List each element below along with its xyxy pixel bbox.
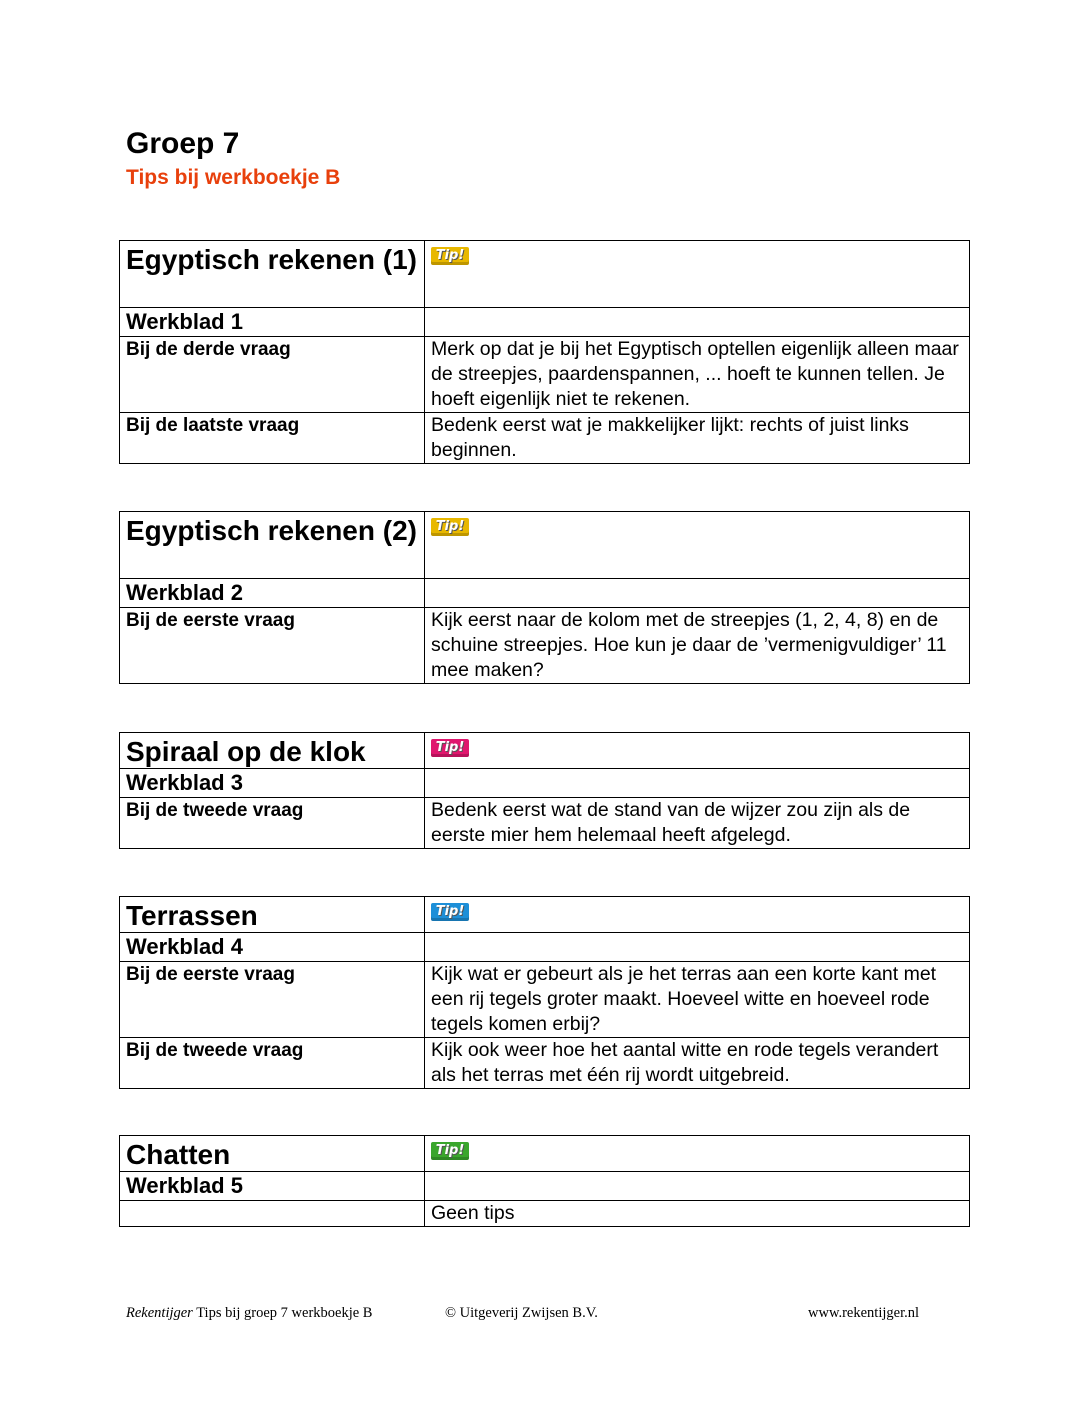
topic-title: Spiraal op de klok	[120, 733, 425, 769]
tip-text: Kijk ook weer hoe het aantal witte en rode tegels verandert als het terras met één rij wordt uitgebreid.	[425, 1038, 970, 1089]
worksheet-label: Werkblad 1	[120, 308, 425, 337]
footer-website: www.rekentijger.nl	[808, 1305, 920, 1321]
topic-title: Egyptisch rekenen (1)	[120, 241, 425, 308]
tip-icon: Tip!	[431, 518, 469, 536]
tip-icon: Tip!	[431, 739, 469, 757]
tip-text: Kijk eerst naar de kolom met de streepjes (1, 2, 4, 8) en de schuine streepjes. Hoe kun je daar de ’vermenigvuldiger’ 11 mee maken?	[425, 608, 970, 684]
tips-table-spiraal	[119, 732, 970, 849]
worksheet-label: Werkblad 2	[120, 579, 425, 608]
tips-table-chatten	[119, 1135, 970, 1227]
tip-text: Kijk wat er gebeurt als je het terras aan een korte kant met een rij tegels groter maakt. Hoeveel witte en hoeveel rode tegels komen erbij?	[425, 962, 970, 1038]
question-label: Bij de tweede vraag	[120, 798, 425, 849]
footer-left	[126, 1304, 372, 1322]
topic-title: Egyptisch rekenen (2)	[120, 512, 425, 579]
question-label: Bij de derde vraag	[120, 337, 425, 413]
worksheet-label: Werkblad 3	[120, 769, 425, 798]
question-label	[120, 1201, 425, 1227]
tips-table-egyptisch-1	[119, 240, 970, 464]
worksheet-label: Werkblad 4	[120, 933, 425, 962]
footer-left-text: Tips bij groep 7 werkboekje B	[192, 1305, 373, 1321]
tip-text: Geen tips	[425, 1201, 970, 1227]
question-label: Bij de laatste vraag	[120, 413, 425, 464]
question-label: Bij de eerste vraag	[120, 608, 425, 684]
question-label: Bij de tweede vraag	[120, 1038, 425, 1089]
topic-title: Chatten	[120, 1136, 425, 1172]
tip-text: Merk op dat je bij het Egyptisch optellen eigenlijk alleen maar de streepjes, paardenspannen, ... hoeft te kunnen tellen. Je hoeft eigenlijk niet te rekenen.	[425, 337, 970, 413]
page-title: Groep 7	[126, 127, 240, 160]
tip-icon: Tip!	[431, 903, 469, 921]
footer-copyright: © Uitgeverij Zwijsen B.V.	[445, 1305, 598, 1321]
tip-text: Bedenk eerst wat de stand van de wijzer zou zijn als de eerste mier hem helemaal heeft afgelegd.	[425, 798, 970, 849]
page-subtitle: Tips bij werkboekje B	[126, 166, 341, 189]
tip-icon: Tip!	[431, 247, 469, 265]
tip-text: Bedenk eerst wat je makkelijker lijkt: rechts of juist links beginnen.	[425, 413, 970, 464]
tip-icon: Tip!	[431, 1142, 469, 1160]
worksheet-label: Werkblad 5	[120, 1172, 425, 1201]
topic-title: Terrassen	[120, 897, 425, 933]
footer-brand: Rekentijger	[126, 1305, 193, 1321]
tips-table-egyptisch-2	[119, 511, 970, 684]
question-label: Bij de eerste vraag	[120, 962, 425, 1038]
tips-table-terrassen	[119, 896, 970, 1089]
